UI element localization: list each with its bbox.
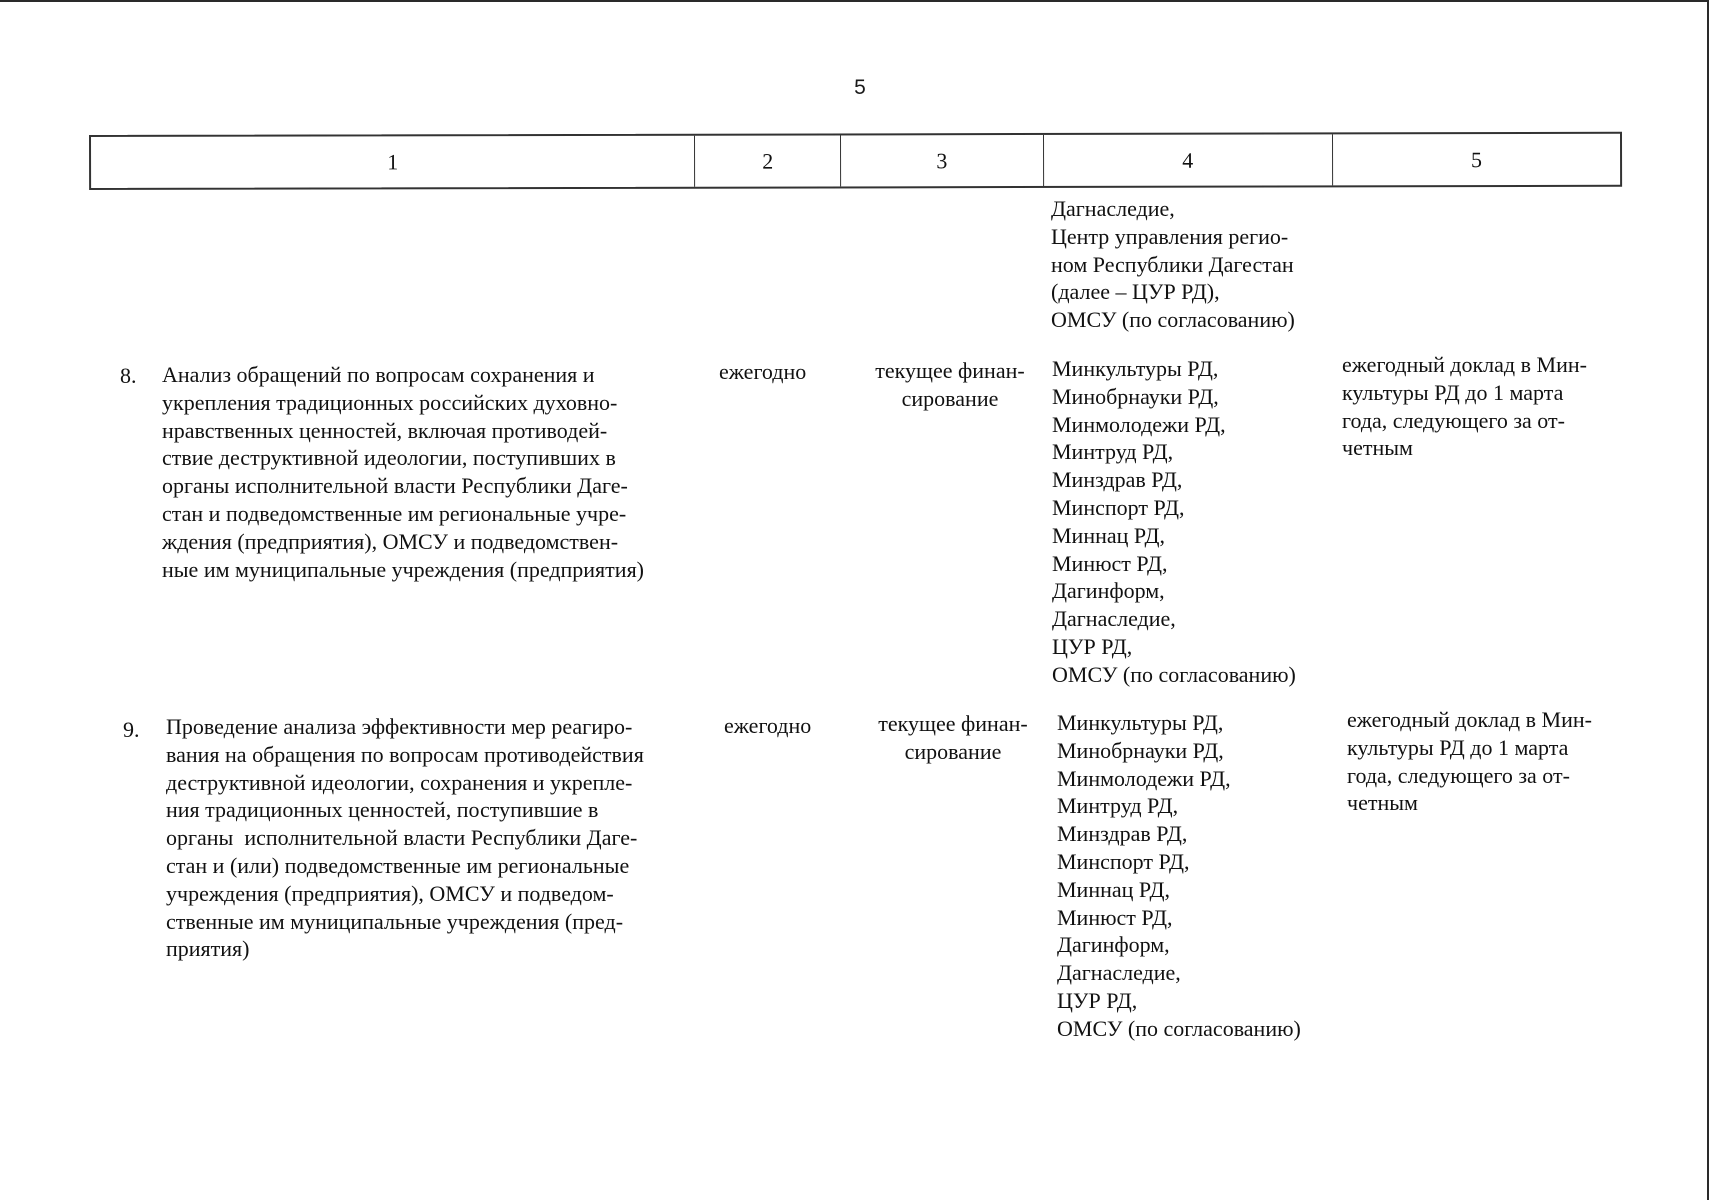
result-cell: ежегодный доклад в Мин- культуры РД до 1 марта года, следующего за от- четным <box>1347 707 1592 816</box>
page-number: 5 <box>854 76 866 99</box>
column-header-1: 1 <box>91 136 696 188</box>
result-cell: ежегодный доклад в Мин- культуры РД до 1 марта года, следующего за от- четным <box>1342 352 1587 461</box>
deadline-cell: ежегодно <box>724 713 812 738</box>
executors-cell: Минкультуры РД, Минобрнауки РД, Минмолодежи РД, Минтруд РД, Минздрав РД, Минспорт РД, Миннац РД, Минюст РД, Дагинформ, Дагнаследие, ЦУР РД, ОМСУ (по согласованию) <box>1052 356 1296 687</box>
measure-description: Анализ обращений по вопросам сохранения и укрепления традиционных российских духовно- нравственных ценностей, включая противодей- ствие деструктивной идеологии, поступивших в органы исполнительной власти Республики Даге- стан и подведомственные им региональные учре- ждения (предприятия), ОМСУ и подведомствен- ные им муниципальные учреждения (предприятия) <box>162 362 645 582</box>
measure-description: Проведение анализа эффективности мер реагиро- вания на обращения по вопросам противодействия деструктивной идеологии, сохранения и укрепле- ния традиционных ценностей, поступившие в органы исполнительной власти Республики Даге- стан и (или) подведомственные им региональные учреждения (предприятия), ОМСУ и подведом- ственные им муниципальные учреждения (пред- приятия) <box>166 714 644 962</box>
column-header-2: 2 <box>695 135 841 186</box>
executors-cell: Минкультуры РД, Минобрнауки РД, Минмолодежи РД, Минтруд РД, Минздрав РД, Минспорт РД, Миннац РД, Минюст РД, Дагинформ, Дагнаследие, ЦУР РД, ОМСУ (по согласованию) <box>1057 710 1301 1041</box>
column-header-row <box>89 132 1622 190</box>
deadline-cell: ежегодно <box>719 359 807 384</box>
column-header-3: 3 <box>841 135 1044 186</box>
column-header-4: 4 <box>1044 134 1333 186</box>
funding-cell: текущее финан- сирование <box>878 711 1028 764</box>
row-number: 8. <box>120 363 137 388</box>
column-header-5: 5 <box>1470 146 1482 172</box>
scan-edge-top <box>0 0 1709 2</box>
continued-executors-cell: Дагнаследие, Центр управления регио- ном Республики Дагестан (далее – ЦУР РД), ОМСУ (по согласованию) <box>1051 196 1295 333</box>
funding-cell: текущее финан- сирование <box>875 358 1025 411</box>
row-number: 9. <box>123 717 140 742</box>
